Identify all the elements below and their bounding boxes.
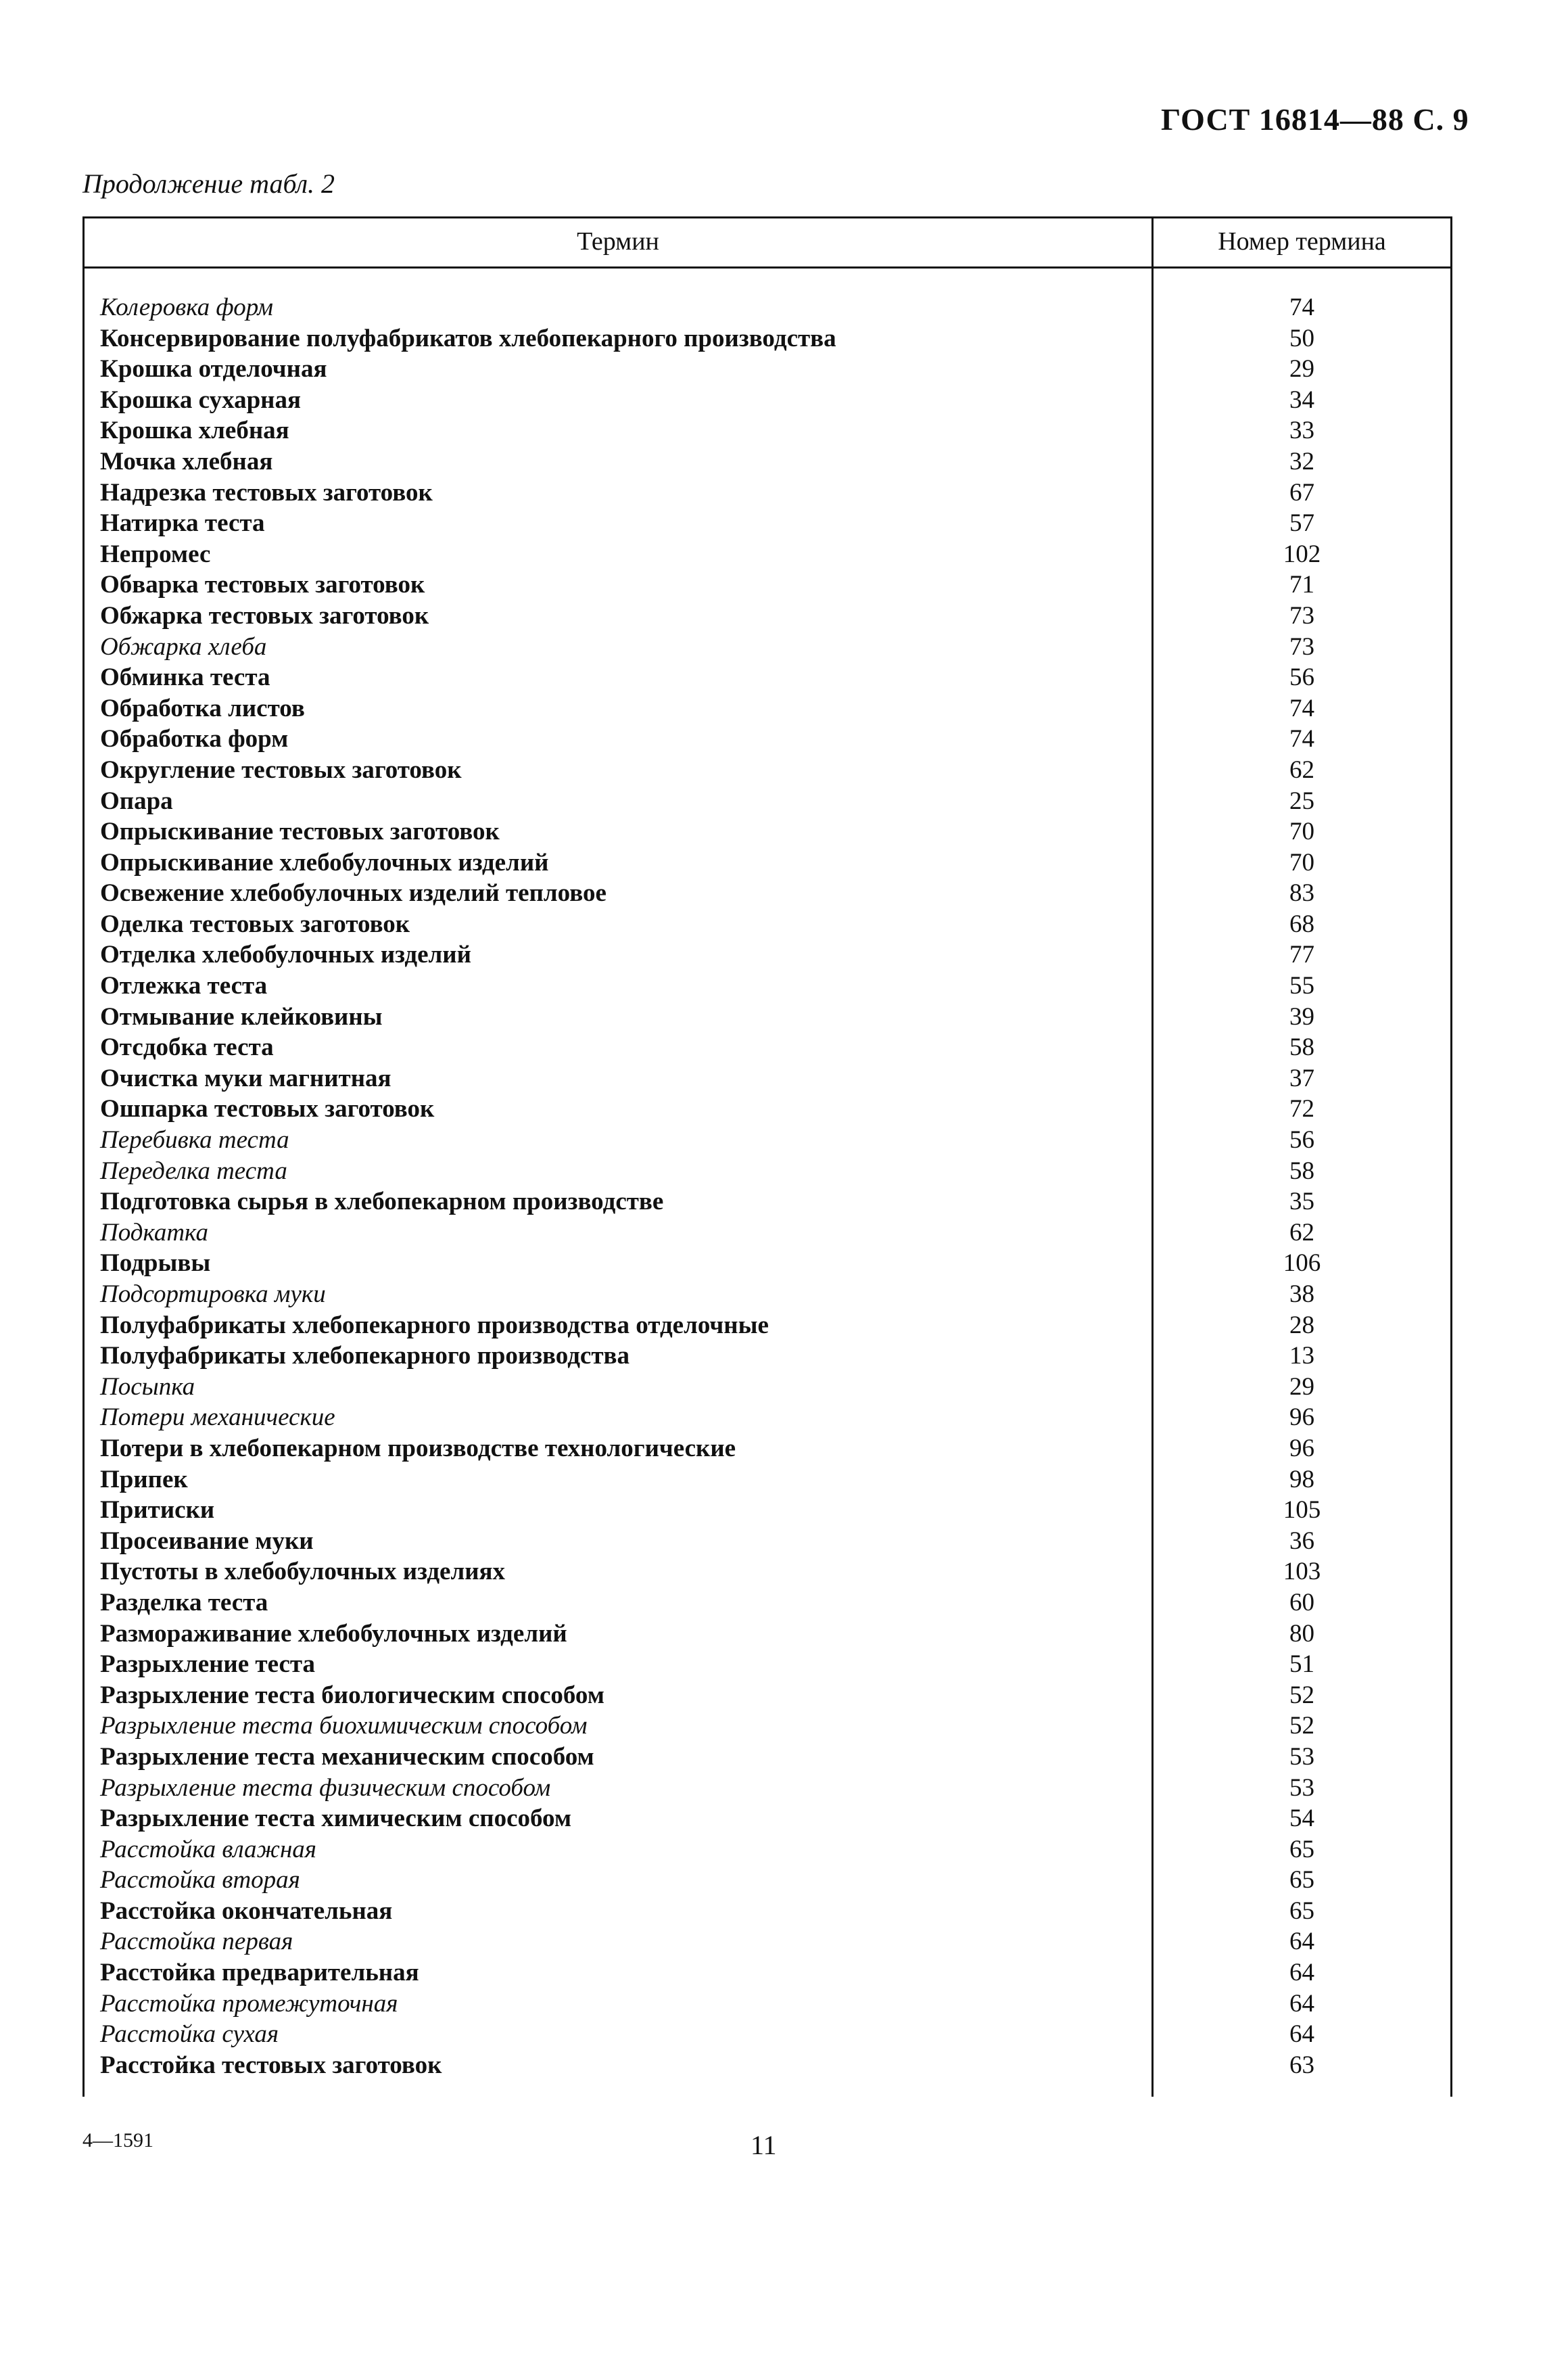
term-cell: Перебивка теста: [100, 1126, 289, 1155]
table-row: [0, 1988, 1568, 2020]
term-cell: Расстойка влажная: [100, 1835, 317, 1863]
term-cell: Мочка хлебная: [100, 447, 273, 475]
term-number-cell: 70: [1289, 848, 1314, 877]
term-number-cell: 96: [1289, 1434, 1314, 1462]
table-row: [0, 539, 1568, 570]
table-row: [0, 508, 1568, 539]
term-number-cell: 64: [1289, 1928, 1314, 1956]
table-row: [0, 939, 1568, 971]
column-header-term: Термин: [577, 227, 659, 256]
term-cell: Оделка тестовых заготовок: [100, 910, 410, 938]
term-cell: Очистка муки магнитная: [100, 1064, 391, 1092]
table-row: [0, 1402, 1568, 1433]
term-number-cell: 58: [1289, 1033, 1314, 1062]
term-number-cell: 25: [1289, 787, 1314, 815]
table-row: [0, 478, 1568, 509]
term-cell: Обжарка хлеба: [100, 632, 267, 661]
term-number-cell: 51: [1289, 1650, 1314, 1679]
table-row: [0, 1896, 1568, 1927]
term-number-cell: 74: [1289, 294, 1314, 321]
term-cell: Округление тестовых заготовок: [100, 755, 462, 784]
term-number-cell: 62: [1289, 755, 1314, 784]
table-row: [0, 1526, 1568, 1557]
table-row: [0, 847, 1568, 879]
table-row: [0, 1742, 1568, 1773]
table-row: [0, 1587, 1568, 1619]
term-number-cell: 29: [1289, 355, 1314, 383]
term-number-cell: 73: [1289, 601, 1314, 630]
table-row: [0, 1279, 1568, 1310]
term-number-cell: 71: [1289, 571, 1314, 599]
table-row: [0, 1341, 1568, 1372]
term-cell: Консервирование полуфабрикатов хлебопекарного производства: [100, 324, 836, 352]
term-cell: Обварка тестовых заготовок: [100, 571, 425, 599]
term-cell: Разрыхление теста биологическим способом: [100, 1681, 604, 1709]
table-row: [0, 1926, 1568, 1957]
term-cell: Обжарка тестовых заготовок: [100, 601, 429, 630]
term-cell: Просеивание муки: [100, 1527, 314, 1555]
table-row: [0, 1002, 1568, 1033]
table-row: [0, 909, 1568, 940]
table-row: [0, 2019, 1568, 2050]
print-code: 4—1591: [82, 2129, 153, 2151]
table-row: [0, 1619, 1568, 1650]
table-row: [0, 632, 1568, 663]
term-number-cell: 68: [1289, 910, 1314, 938]
table-header-divider: [82, 266, 1452, 269]
table-row: [0, 1495, 1568, 1526]
term-cell: Подрывы: [100, 1249, 211, 1278]
table-row: [0, 1372, 1568, 1403]
term-number-cell: 36: [1289, 1527, 1314, 1555]
table-row: [0, 755, 1568, 786]
page-number: 11: [751, 2130, 777, 2160]
term-number-cell: 77: [1289, 941, 1314, 969]
term-number-cell: 73: [1289, 632, 1314, 661]
term-cell: Переделка теста: [100, 1157, 287, 1185]
term-cell: Расстойка вторая: [100, 1866, 300, 1894]
term-cell: Полуфабрикаты хлебопекарного производства: [100, 1342, 629, 1370]
term-number-cell: 35: [1289, 1188, 1314, 1216]
term-number-cell: 55: [1289, 972, 1314, 1000]
table-row: [0, 354, 1568, 385]
term-number-cell: 29: [1289, 1372, 1314, 1401]
term-number-cell: 67: [1289, 478, 1314, 507]
table-row: [0, 1186, 1568, 1217]
term-number-cell: 39: [1289, 1002, 1314, 1031]
term-cell: Потери механические: [100, 1403, 335, 1432]
term-number-cell: 64: [1289, 2020, 1314, 2049]
term-cell: Потери в хлебопекарном производстве технологические: [100, 1434, 736, 1462]
term-number-cell: 65: [1289, 1866, 1314, 1894]
term-number-cell: 28: [1289, 1311, 1314, 1339]
term-number-cell: 52: [1289, 1712, 1314, 1740]
term-cell: Отлежка теста: [100, 972, 268, 1000]
table-row: [0, 1710, 1568, 1742]
term-cell: Опрыскивание хлебобулочных изделий: [100, 848, 549, 877]
term-number-cell: 72: [1289, 1095, 1314, 1123]
term-cell: Обработка листов: [100, 694, 305, 722]
term-number-cell: 64: [1289, 1959, 1314, 1987]
term-number-cell: 65: [1289, 1835, 1314, 1863]
term-number-cell: 54: [1289, 1805, 1314, 1833]
term-number-cell: 37: [1289, 1064, 1314, 1092]
term-cell: Ошпарка тестовых заготовок: [100, 1095, 435, 1123]
term-cell: Расстойка предварительная: [100, 1959, 419, 1987]
table-caption: Продолжение табл. 2: [82, 168, 335, 199]
term-number-cell: 60: [1289, 1588, 1314, 1616]
term-cell: Крошка отделочная: [100, 355, 327, 383]
document-header: ГОСТ 16814—88 С. 9: [1161, 102, 1469, 137]
table-row: [0, 786, 1568, 817]
term-number-cell: 83: [1289, 879, 1314, 908]
table-body: [0, 292, 1568, 2080]
table-row: [0, 1957, 1568, 1988]
term-cell: Расстойка окончательная: [100, 1896, 393, 1925]
table-row: [0, 971, 1568, 1002]
term-cell: Подкатка: [100, 1218, 208, 1247]
term-number-cell: 74: [1289, 725, 1314, 753]
term-number-cell: 52: [1289, 1681, 1314, 1709]
term-cell: Припек: [100, 1465, 188, 1493]
term-number-cell: 58: [1289, 1157, 1314, 1185]
table-row: [0, 1156, 1568, 1187]
table-row: [0, 1125, 1568, 1156]
term-number-cell: 106: [1283, 1249, 1321, 1278]
term-cell: Расстойка промежуточная: [100, 1989, 398, 2018]
table-row: [0, 601, 1568, 632]
term-cell: Опара: [100, 787, 173, 815]
table-row: [0, 1094, 1568, 1125]
table-row: [0, 446, 1568, 478]
term-cell: Полуфабрикаты хлебопекарного производства отделочные: [100, 1311, 769, 1339]
term-number-cell: 105: [1283, 1496, 1321, 1525]
term-cell: Разделка теста: [100, 1588, 268, 1616]
term-number-cell: 13: [1289, 1342, 1314, 1370]
term-number-cell: 56: [1289, 664, 1314, 692]
term-cell: Разрыхление теста биохимическим способом: [100, 1712, 588, 1740]
term-cell: Обработка форм: [100, 725, 289, 753]
term-number-cell: 53: [1289, 1742, 1314, 1771]
term-number-cell: 56: [1289, 1126, 1314, 1155]
term-number-cell: 74: [1289, 694, 1314, 722]
table-row: [0, 1032, 1568, 1063]
table-row: [0, 1834, 1568, 1865]
table-row: [0, 1217, 1568, 1249]
term-cell: Непромес: [100, 540, 211, 568]
term-cell: Расстойка первая: [100, 1928, 293, 1956]
table-row: [0, 662, 1568, 693]
table-row: [0, 816, 1568, 847]
term-cell: Посыпка: [100, 1372, 195, 1401]
term-cell: Отмывание клейковины: [100, 1002, 383, 1031]
table-row: [0, 2050, 1568, 2081]
term-cell: Пустоты в хлебобулочных изделиях: [100, 1558, 506, 1586]
table-row: [0, 569, 1568, 601]
table-row: [0, 1803, 1568, 1834]
term-cell: Подсортировка муки: [100, 1280, 326, 1308]
term-number-cell: 65: [1289, 1896, 1314, 1925]
table-row: [0, 693, 1568, 724]
table-row: [0, 1248, 1568, 1279]
column-header-number: Номер термина: [1218, 227, 1386, 256]
term-number-cell: 102: [1283, 540, 1321, 568]
term-number-cell: 96: [1289, 1403, 1314, 1432]
term-cell: Подготовка сырья в хлебопекарном производстве: [100, 1188, 664, 1216]
term-cell: Колеровка форм: [100, 294, 273, 321]
term-cell: Надрезка тестовых заготовок: [100, 478, 433, 507]
table-row: [0, 292, 1568, 323]
table-row: [0, 1310, 1568, 1341]
table-row: [0, 385, 1568, 416]
table-row: [0, 1063, 1568, 1094]
table-row: [0, 1464, 1568, 1495]
term-cell: Крошка сухарная: [100, 386, 302, 414]
term-cell: Крошка хлебная: [100, 417, 289, 445]
term-cell: Расстойка сухая: [100, 2020, 279, 2049]
table-row: [0, 878, 1568, 909]
term-cell: Разрыхление теста механическим способом: [100, 1742, 594, 1771]
term-number-cell: 50: [1289, 324, 1314, 352]
term-number-cell: 70: [1289, 818, 1314, 846]
term-cell: Освежение хлебобулочных изделий тепловое: [100, 879, 607, 908]
table-row: [0, 323, 1568, 354]
term-cell: Разрыхление теста: [100, 1650, 316, 1679]
term-number-cell: 34: [1289, 386, 1314, 414]
term-number-cell: 98: [1289, 1465, 1314, 1493]
term-cell: Обминка теста: [100, 664, 270, 692]
table-row: [0, 1556, 1568, 1587]
term-number-cell: 62: [1289, 1218, 1314, 1247]
table-row: [0, 1680, 1568, 1711]
term-cell: Расстойка тестовых заготовок: [100, 2051, 442, 2079]
term-number-cell: 103: [1283, 1558, 1321, 1586]
term-number-cell: 63: [1289, 2051, 1314, 2079]
term-number-cell: 53: [1289, 1773, 1314, 1802]
table-row: [0, 415, 1568, 446]
term-number-cell: 64: [1289, 1989, 1314, 2018]
term-cell: Размораживание хлебобулочных изделий: [100, 1619, 567, 1648]
term-cell: Отделка хлебобулочных изделий: [100, 941, 471, 969]
term-cell: Отсдобка теста: [100, 1033, 274, 1062]
table-row: [0, 1773, 1568, 1804]
term-cell: Натирка теста: [100, 509, 265, 538]
term-number-cell: 32: [1289, 447, 1314, 475]
table-row: [0, 1649, 1568, 1680]
table-row: [0, 1433, 1568, 1464]
term-number-cell: 33: [1289, 417, 1314, 445]
term-number-cell: 80: [1289, 1619, 1314, 1648]
term-cell: Разрыхление теста химическим способом: [100, 1805, 572, 1833]
term-cell: Опрыскивание тестовых заготовок: [100, 818, 500, 846]
table-row: [0, 1865, 1568, 1896]
term-number-cell: 57: [1289, 509, 1314, 538]
table-row: [0, 724, 1568, 755]
term-cell: Разрыхление теста физическим способом: [100, 1773, 551, 1802]
term-cell: Притиски: [100, 1496, 215, 1525]
term-number-cell: 38: [1289, 1280, 1314, 1308]
